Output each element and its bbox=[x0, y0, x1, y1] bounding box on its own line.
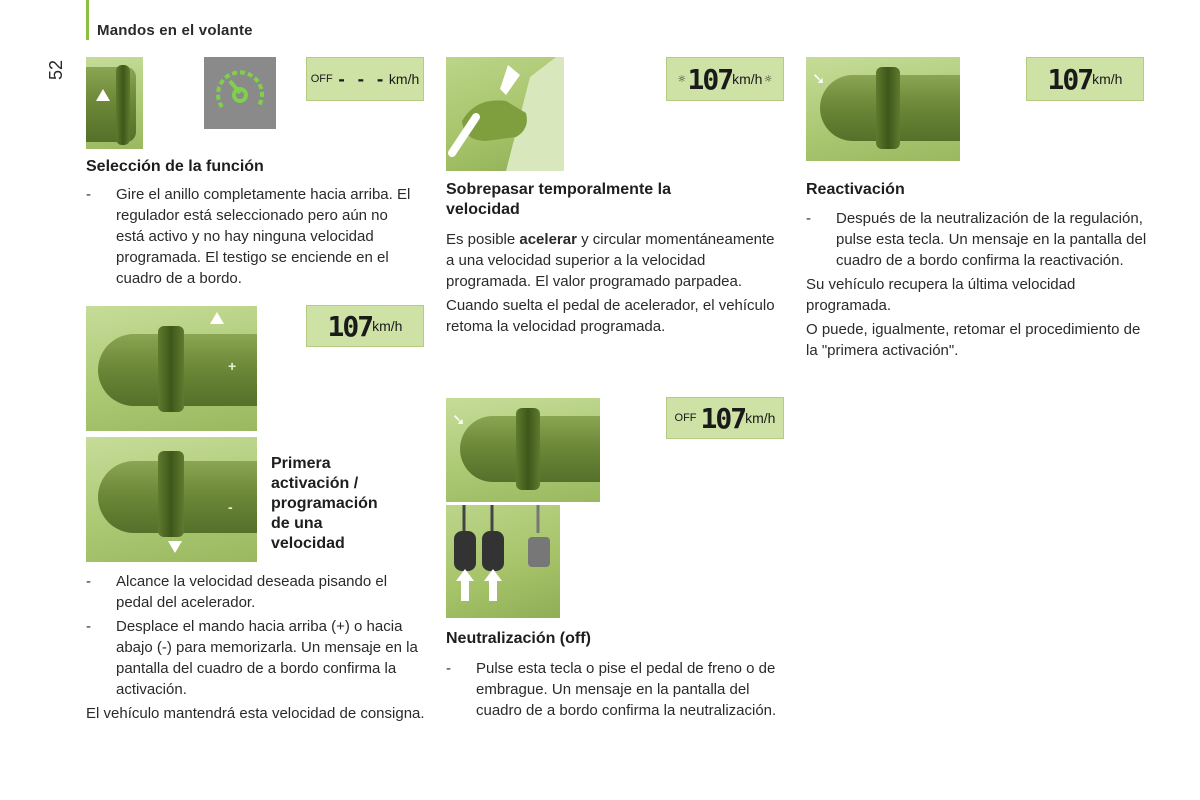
page-number: 52 bbox=[46, 59, 66, 80]
lever-up-image: + bbox=[86, 306, 257, 431]
lcd-display-off-speed: OFF 107 km/h bbox=[666, 397, 784, 439]
text-neutralizacion: - Pulse esta tecla o pise el pedal de freno o de embrague. Un mensaje en la pantalla del cuadro de a bordo confirma la neutralización. bbox=[446, 660, 777, 719]
heading-neutralizacion: Neutralización (off) bbox=[446, 630, 591, 647]
lever-reactivation-image: ➘ bbox=[806, 57, 960, 161]
lever-ring-image bbox=[86, 57, 143, 149]
lcd-display-set-speed: 107 km/h bbox=[306, 305, 424, 347]
text-reactivacion: - Después de la neutralización de la regulación, pulse esta tecla. Un mensaje en la pantalla del cuadro de a bordo confirma la reactivación. Su vehículo recupera la última velocidad programada. O puede, igualmente, retomar el procedimiento de la "primera activación". bbox=[806, 210, 1147, 359]
lcd-display-blinking: ☼ 107 km/h ☼ bbox=[666, 57, 784, 101]
section-header: Mandos en el volante bbox=[97, 22, 253, 39]
accelerator-pedal-image bbox=[446, 57, 564, 171]
text-sobrepasar: Es posible acelerar y circular momentáneamente a una velocidad superior a la velocidad programada. El valor programado parpadea. Cuando suelta el pedal de acelerador, el vehículo retoma la velocidad programada. bbox=[446, 231, 775, 335]
heading-seleccion: Selección de la función bbox=[86, 158, 264, 175]
cruise-control-warning-icon bbox=[204, 57, 276, 129]
lever-cancel-image: ➘ bbox=[446, 398, 600, 502]
lever-down-image: - bbox=[86, 437, 257, 562]
heading-reactivacion: Reactivación bbox=[806, 181, 905, 198]
heading-primera-activacion: Primera activación / programación de una velocidad bbox=[271, 455, 378, 552]
text-seleccion: - Gire el anillo completamente hacia arriba. El regulador está seleccionado pero aún no está activo y no hay ninguna velocidad programada. El testigo se enciende en el cuadro de a bordo. bbox=[86, 186, 411, 287]
text-primera-activacion: - Alcance la velocidad deseada pisando el pedal del acelerador. - Desplace el mando hacia arriba (+) o hacia abajo (-) para memorizarla. Un mensaje en la pantalla del cuadro de a bordo confirma la activación. El vehículo mantendrá esta velocidad de consigna. bbox=[86, 573, 425, 722]
lcd-display-off-dashes: OFF - - - km/h bbox=[306, 57, 424, 101]
heading-sobrepasar: Sobrepasar temporalmente la velocidad bbox=[446, 181, 671, 218]
header-accent-line bbox=[86, 0, 89, 40]
pedals-image bbox=[446, 505, 560, 618]
lcd-display-reactivated: 107 km/h bbox=[1026, 57, 1144, 101]
